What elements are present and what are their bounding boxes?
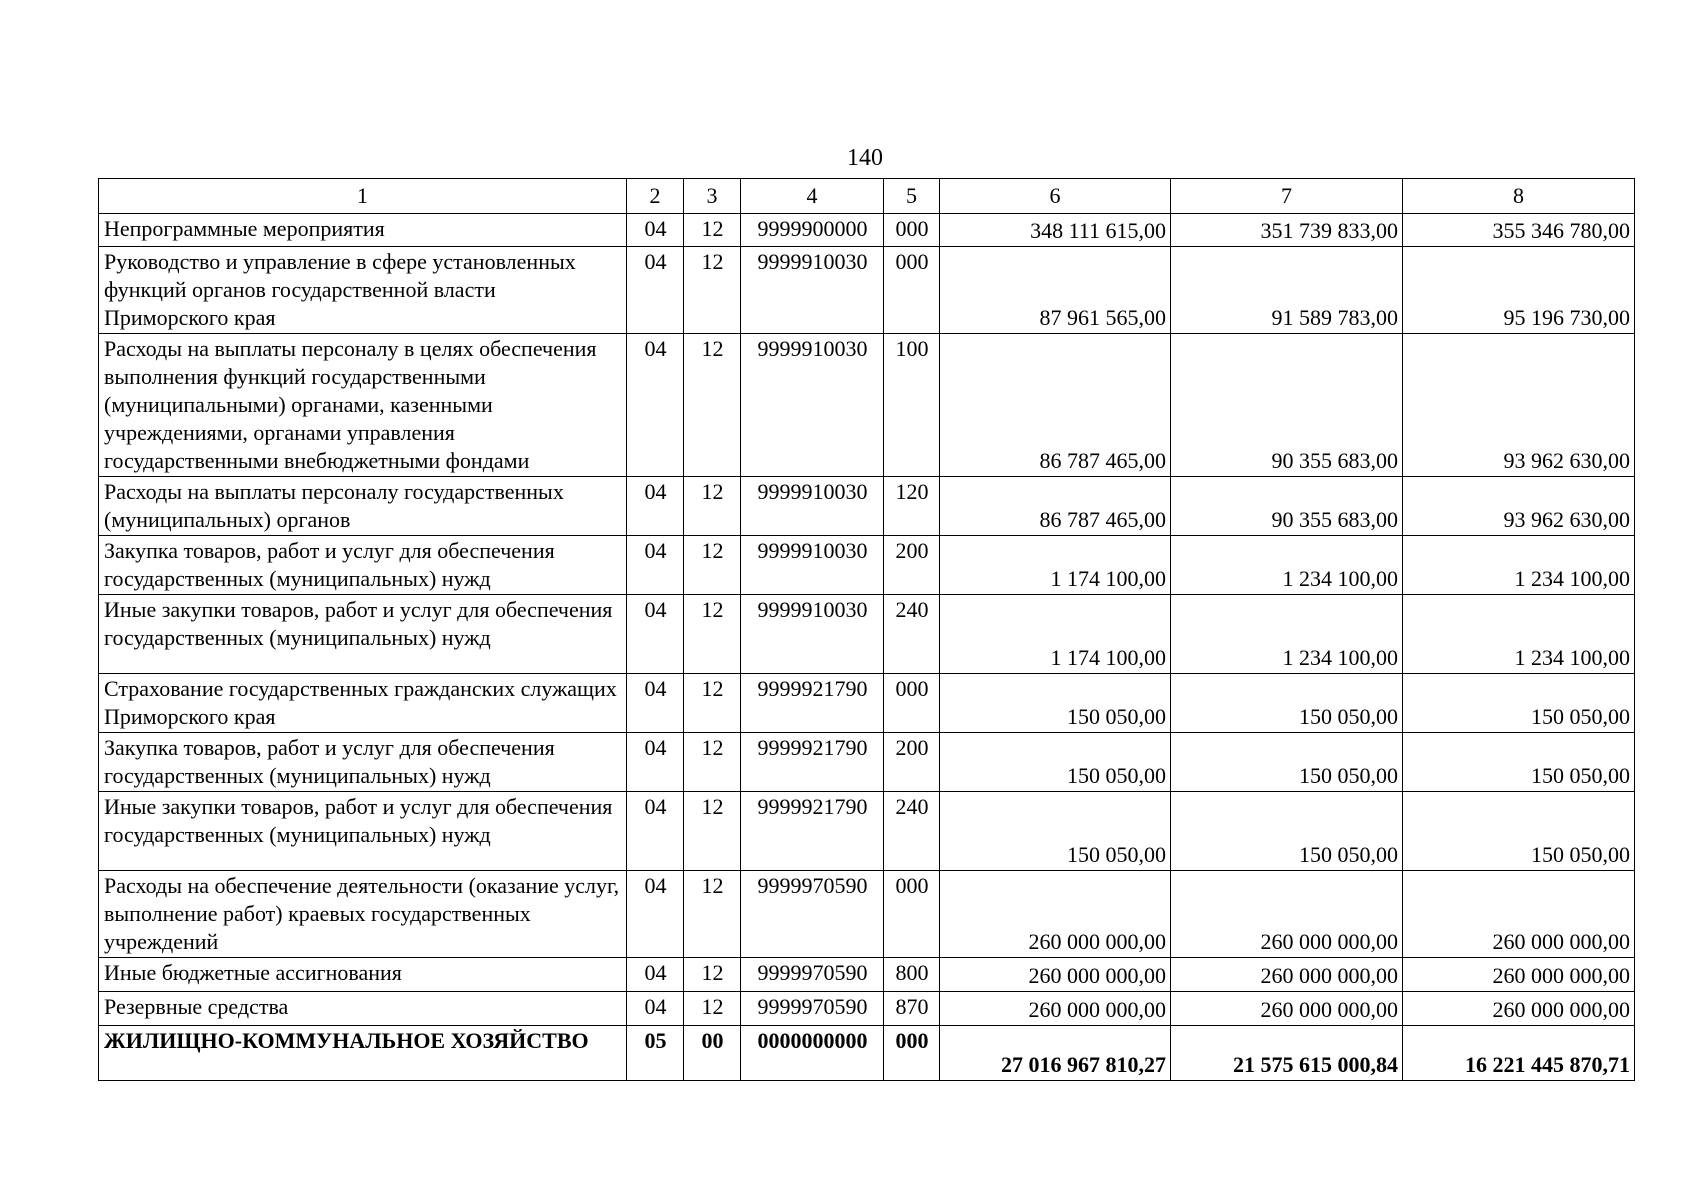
table-header-row [99, 179, 1635, 214]
expense-type-cell: 240 [884, 792, 940, 871]
section-code-cell: 04 [627, 674, 684, 733]
section-code-cell: 04 [627, 214, 684, 247]
section-code-cell: 04 [627, 992, 684, 1026]
table-row [99, 247, 1635, 334]
row-name-cell: Иные закупки товаров, работ и услуг для обеспечения государственных (муниципальных) нужд [99, 595, 627, 674]
subsection-code-cell: 12 [684, 871, 741, 958]
row-name-cell: Непрограммные мероприятия [99, 214, 627, 247]
subsection-code-cell: 12 [684, 214, 741, 247]
amount-col7-cell: 90 355 683,00 [1171, 477, 1403, 536]
target-article-cell: 9999921790 [741, 674, 884, 733]
amount-col8-cell: 95 196 730,00 [1403, 247, 1635, 334]
amount-col7-cell: 150 050,00 [1171, 674, 1403, 733]
amount-col6-cell: 87 961 565,00 [940, 247, 1171, 334]
section-code-cell: 04 [627, 247, 684, 334]
amount-col8-cell: 150 050,00 [1403, 733, 1635, 792]
expense-type-cell: 000 [884, 214, 940, 247]
header-cell: 8 [1403, 179, 1635, 214]
table-row [99, 595, 1635, 674]
table-row [99, 992, 1635, 1026]
amount-col6-cell: 86 787 465,00 [940, 334, 1171, 477]
amount-col6-cell: 27 016 967 810,27 [940, 1026, 1171, 1081]
target-article-cell: 9999921790 [741, 792, 884, 871]
section-code-cell: 04 [627, 733, 684, 792]
target-article-cell: 0000000000 [741, 1026, 884, 1081]
target-article-cell: 9999970590 [741, 958, 884, 992]
table-row [99, 733, 1635, 792]
section-code-cell: 04 [627, 536, 684, 595]
expense-type-cell: 000 [884, 1026, 940, 1081]
target-article-cell: 9999970590 [741, 871, 884, 958]
header-cell: 3 [684, 179, 741, 214]
table-row [99, 871, 1635, 958]
amount-col8-cell: 93 962 630,00 [1403, 477, 1635, 536]
table-row [99, 792, 1635, 871]
amount-col8-cell: 150 050,00 [1403, 674, 1635, 733]
amount-col7-cell: 21 575 615 000,84 [1171, 1026, 1403, 1081]
amount-col6-cell: 1 174 100,00 [940, 536, 1171, 595]
table-row [99, 477, 1635, 536]
expense-type-cell: 000 [884, 674, 940, 733]
amount-col7-cell: 150 050,00 [1171, 733, 1403, 792]
subsection-code-cell: 12 [684, 334, 741, 477]
table-row [99, 674, 1635, 733]
amount-col6-cell: 150 050,00 [940, 792, 1171, 871]
target-article-cell: 9999910030 [741, 247, 884, 334]
header-cell: 6 [940, 179, 1171, 214]
expense-type-cell: 100 [884, 334, 940, 477]
section-code-cell: 04 [627, 595, 684, 674]
amount-col6-cell: 260 000 000,00 [940, 992, 1171, 1026]
amount-col6-cell: 260 000 000,00 [940, 958, 1171, 992]
section-code-cell: 05 [627, 1026, 684, 1081]
subsection-code-cell: 12 [684, 595, 741, 674]
section-code-cell: 04 [627, 334, 684, 477]
row-name-cell: Расходы на обеспечение деятельности (оказание услуг, выполнение работ) краевых государственных учреждений [99, 871, 627, 958]
section-code-cell: 04 [627, 871, 684, 958]
table-row [99, 1026, 1635, 1081]
amount-col7-cell: 351 739 833,00 [1171, 214, 1403, 247]
table-row [99, 958, 1635, 992]
amount-col8-cell: 1 234 100,00 [1403, 595, 1635, 674]
row-name-cell: Закупка товаров, работ и услуг для обеспечения государственных (муниципальных) нужд [99, 733, 627, 792]
amount-col8-cell: 260 000 000,00 [1403, 958, 1635, 992]
subsection-code-cell: 12 [684, 958, 741, 992]
expense-type-cell: 120 [884, 477, 940, 536]
amount-col8-cell: 150 050,00 [1403, 792, 1635, 871]
subsection-code-cell: 12 [684, 674, 741, 733]
amount-col6-cell: 348 111 615,00 [940, 214, 1171, 247]
target-article-cell: 9999921790 [741, 733, 884, 792]
row-name-cell: Иные закупки товаров, работ и услуг для обеспечения государственных (муниципальных) нужд [99, 792, 627, 871]
row-name-cell: Резервные средства [99, 992, 627, 1026]
target-article-cell: 9999910030 [741, 334, 884, 477]
table-row [99, 334, 1635, 477]
header-cell: 5 [884, 179, 940, 214]
amount-col8-cell: 260 000 000,00 [1403, 871, 1635, 958]
header-cell: 2 [627, 179, 684, 214]
target-article-cell: 9999970590 [741, 992, 884, 1026]
subsection-code-cell: 12 [684, 992, 741, 1026]
amount-col7-cell: 260 000 000,00 [1171, 958, 1403, 992]
amount-col6-cell: 1 174 100,00 [940, 595, 1171, 674]
section-code-cell: 04 [627, 477, 684, 536]
amount-col8-cell: 355 346 780,00 [1403, 214, 1635, 247]
amount-col7-cell: 91 589 783,00 [1171, 247, 1403, 334]
subsection-code-cell: 00 [684, 1026, 741, 1081]
amount-col7-cell: 260 000 000,00 [1171, 992, 1403, 1026]
subsection-code-cell: 12 [684, 536, 741, 595]
expense-type-cell: 800 [884, 958, 940, 992]
amount-col7-cell: 1 234 100,00 [1171, 536, 1403, 595]
amount-col7-cell: 150 050,00 [1171, 792, 1403, 871]
header-cell: 1 [99, 179, 627, 214]
table-body [99, 179, 1635, 1081]
amount-col8-cell: 1 234 100,00 [1403, 536, 1635, 595]
target-article-cell: 9999910030 [741, 536, 884, 595]
row-name-cell: Руководство и управление в сфере установленных функций органов государственной власти Приморского края [99, 247, 627, 334]
row-name-cell: Закупка товаров, работ и услуг для обеспечения государственных (муниципальных) нужд [99, 536, 627, 595]
page-number: 140 [847, 145, 883, 171]
target-article-cell: 9999910030 [741, 477, 884, 536]
amount-col6-cell: 260 000 000,00 [940, 871, 1171, 958]
expense-type-cell: 240 [884, 595, 940, 674]
header-cell: 7 [1171, 179, 1403, 214]
target-article-cell: 9999910030 [741, 595, 884, 674]
table-row [99, 536, 1635, 595]
amount-col6-cell: 150 050,00 [940, 733, 1171, 792]
section-code-cell: 04 [627, 792, 684, 871]
amount-col7-cell: 90 355 683,00 [1171, 334, 1403, 477]
amount-col7-cell: 260 000 000,00 [1171, 871, 1403, 958]
amount-col8-cell: 260 000 000,00 [1403, 992, 1635, 1026]
table-row [99, 214, 1635, 247]
row-name-cell: Расходы на выплаты персоналу в целях обеспечения выполнения функций государственными (муниципальными) органами, казенными учреждениями, органами управления государственными внебюджетными фондами [99, 334, 627, 477]
row-name-cell: Иные бюджетные ассигнования [99, 958, 627, 992]
subsection-code-cell: 12 [684, 733, 741, 792]
expense-type-cell: 870 [884, 992, 940, 1026]
expense-type-cell: 200 [884, 536, 940, 595]
amount-col8-cell: 16 221 445 870,71 [1403, 1026, 1635, 1081]
subsection-code-cell: 12 [684, 247, 741, 334]
expense-type-cell: 000 [884, 247, 940, 334]
row-name-cell: ЖИЛИЩНО-КОММУНАЛЬНОЕ ХОЗЯЙСТВО [99, 1026, 627, 1081]
amount-col6-cell: 86 787 465,00 [940, 477, 1171, 536]
row-name-cell: Расходы на выплаты персоналу государственных (муниципальных) органов [99, 477, 627, 536]
subsection-code-cell: 12 [684, 792, 741, 871]
section-code-cell: 04 [627, 958, 684, 992]
amount-col6-cell: 150 050,00 [940, 674, 1171, 733]
amount-col8-cell: 93 962 630,00 [1403, 334, 1635, 477]
header-cell: 4 [741, 179, 884, 214]
expense-type-cell: 200 [884, 733, 940, 792]
row-name-cell: Страхование государственных гражданских служащих Приморского края [99, 674, 627, 733]
expense-type-cell: 000 [884, 871, 940, 958]
amount-col7-cell: 1 234 100,00 [1171, 595, 1403, 674]
subsection-code-cell: 12 [684, 477, 741, 536]
target-article-cell: 9999900000 [741, 214, 884, 247]
budget-table [98, 178, 1635, 1081]
